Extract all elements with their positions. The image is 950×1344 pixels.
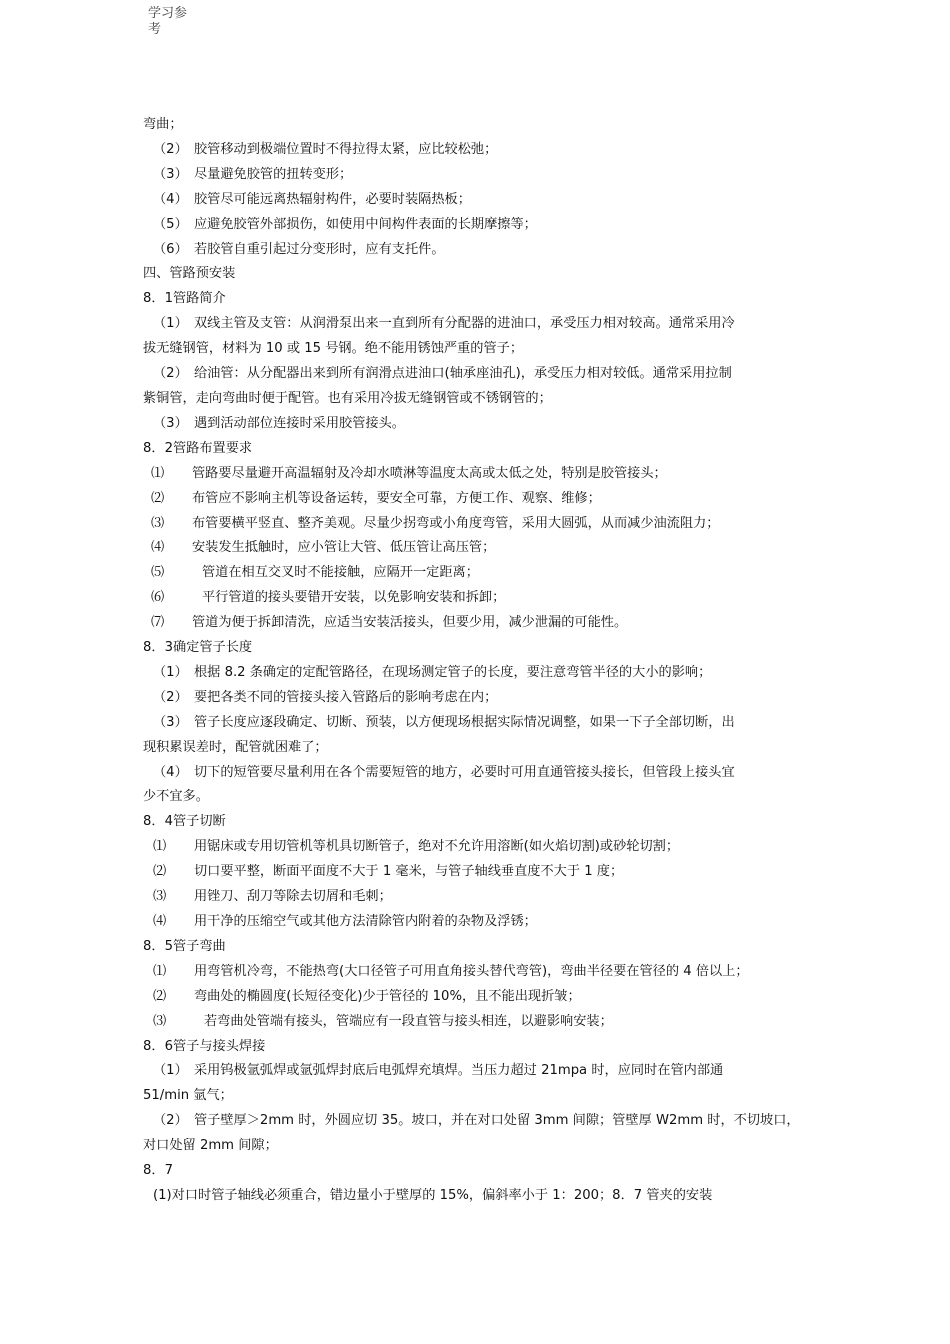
list-item: （5） 应避免胶管外部损伤，如使用中间构件表面的长期摩擦等；: [153, 216, 537, 232]
list-item: (1)对口时管子轴线必须重合，错边量小于壁厚的 15%，偏斜率小于 1：200；8．7 管夹的安装: [153, 1187, 713, 1203]
list-item: ⑴ 管路要尽量避开高温辐射及冷却水喷淋等温度太高或太低之处，特别是胶管接头；: [151, 465, 667, 481]
list-item: （3） 尽量避免胶管的扭转变形；: [153, 166, 353, 182]
text-line: 51/min 氩气；: [143, 1088, 233, 1104]
list-item: （1） 采用钨极氩弧焊或氩弧焊封底后电弧焊充填焊。当压力超过 21mpa 时，应同时在管内部通: [153, 1063, 724, 1079]
list-item: ⑵ 弯曲处的椭圆度(长短径变化)少于管径的 10%，且不能出现折皱；: [153, 988, 581, 1004]
header-line-1: 学习参: [148, 6, 188, 21]
list-item: （2） 管子壁厚＞2mm 时，外圆应切 35。坡口，并在对口处留 3mm 间隙；管壁厚 W2mm 时，不切坡口，: [153, 1113, 800, 1129]
header-line-2: 考: [148, 22, 162, 37]
text-line: 弯曲；: [143, 117, 183, 132]
subsection-heading: 8．1管路简介: [143, 291, 226, 307]
page-header: [148, 6, 208, 38]
list-item: ⑷ 用干净的压缩空气或其他方法清除管内附着的杂物及浮锈；: [153, 914, 537, 929]
list-item: （3） 遇到活动部位连接时采用胶管接头。: [153, 415, 405, 431]
list-item: ⑷ 安装发生抵触时，应小管让大管、低压管让高压管；: [151, 540, 496, 556]
list-item: ⑶ 布管要横平竖直、整齐美观。尽量少拐弯或小角度弯管，采用大圆弧，从而减少油流阻力；: [151, 515, 720, 531]
list-item: （6） 若胶管自重引起过分变形时，应有支托件。: [153, 241, 445, 257]
list-item: ⑵ 布管应不影响主机等设备运转，要安全可靠，方便工作、观察、维修；: [151, 490, 601, 506]
text-line: 拔无缝钢管，材料为 10 或 15 号钢。绝不能用锈蚀严重的管子；: [143, 341, 524, 357]
subsection-heading: 8．6管子与接头焊接: [143, 1038, 266, 1054]
list-item: ⑶ 用锉刀、刮刀等除去切屑和毛刺；: [153, 889, 392, 905]
list-item: （3） 管子长度应逐段确定、切断、预装，以方便现场根据实际情况调整，如果一下子全部切断，出: [153, 714, 735, 730]
document-body: [143, 113, 833, 1209]
list-item: （1） 根据 8.2 条确定的定配管路径，在现场测定管子的长度，要注意弯管半径的大小的影响；: [153, 664, 712, 680]
list-item: （4） 胶管尽可能远离热辐射构件，必要时装隔热板；: [153, 191, 471, 207]
list-item: ⑴ 用弯管机冷弯，不能热弯(大口径管子可用直角接头替代弯管)，弯曲半径要在管径的 4 倍以上；: [153, 963, 749, 979]
list-item: ⑴ 用锯床或专用切管机等机具切断管子，绝对不允许用溶断(如火焰切割)或砂轮切割；: [153, 839, 680, 855]
text-line: 少不宜多。: [143, 789, 209, 805]
text-line: 对口处留 2mm 间隙；: [143, 1138, 278, 1154]
subsection-heading: 8．7: [143, 1163, 173, 1179]
subsection-heading: 8．5管子弯曲: [143, 938, 226, 954]
list-item: （2） 胶管移动到极端位置时不得拉得太紧，应比较松弛；: [153, 141, 498, 157]
text-line: 现积累误差时，配管就困难了；: [143, 739, 328, 755]
text-line: 紫铜管，走向弯曲时便于配管。也有采用冷拔无缝钢管或不锈钢管的；: [143, 390, 552, 406]
list-item: ⑶ 若弯曲处管端有接头，管端应有一段直管与接头相连，以避影响安装；: [153, 1013, 613, 1029]
list-item: （4） 切下的短管要尽量利用在各个需要短管的地方，必要时可用直通管接头接长，但管段上接头宜: [153, 764, 735, 780]
list-item: ⑵ 切口要平整，断面平面度不大于 1 毫米，与管子轴线垂直度不大于 1 度；: [153, 864, 624, 880]
list-item: （2） 给油管：从分配器出来到所有润滑点进油口(轴承座油孔)，承受压力相对较低。通常采用拉制: [153, 366, 732, 382]
subsection-heading: 8．4管子切断: [143, 814, 226, 830]
list-item: ⑸ 管道在相互交叉时不能接触，应隔开一定距离；: [151, 565, 479, 581]
list-item: （1） 双线主管及支管：从润滑泵出来一直到所有分配器的进油口，承受压力相对较高。通常采用冷: [153, 316, 735, 332]
subsection-heading: 8．3确定管子长度: [143, 640, 253, 656]
list-item: ⑹ 平行管道的接头要错开安装，以免影响安装和拆卸；: [151, 590, 506, 606]
list-item: （2） 要把各类不同的管接头接入管路后的影响考虑在内；: [153, 689, 498, 705]
subsection-heading: 8．2管路布置要求: [143, 440, 253, 456]
section-heading: 四、管路预安装: [143, 266, 236, 282]
list-item: ⑺ 管道为便于拆卸清洗，应适当安装活接头，但要少用，减少泄漏的可能性。: [151, 615, 628, 631]
